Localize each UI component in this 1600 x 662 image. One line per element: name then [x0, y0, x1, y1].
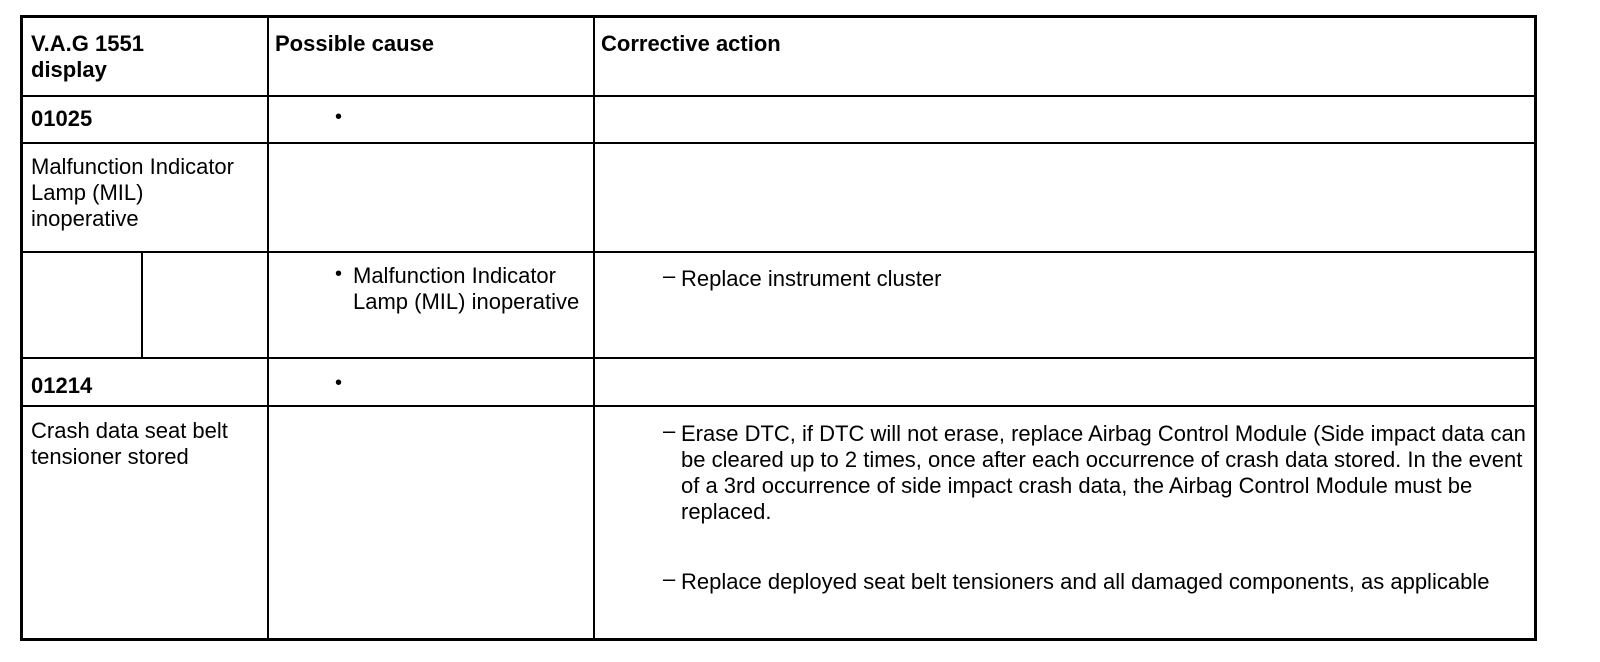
header-display: V.A.G 1551 display [31, 31, 144, 82]
possible-cause-text: Malfunction Indicator Lamp (MIL) inoperative [353, 263, 580, 314]
bullet-icon: • [335, 106, 343, 128]
row-divider [23, 251, 1534, 253]
bullet-icon: • [335, 263, 343, 285]
dtc-code-01025: 01025 [31, 106, 93, 131]
dash-icon: – [663, 566, 676, 591]
header-possible-cause: Possible cause [275, 31, 434, 56]
row-divider [23, 142, 1534, 144]
row-divider [23, 357, 1534, 359]
dtc-description: Crash data seat belt tensioner stored [31, 418, 228, 469]
dash-icon: – [663, 418, 676, 443]
dtc-code-01214: 01214 [31, 373, 93, 398]
row-divider [23, 405, 1534, 407]
dash-icon: – [663, 263, 676, 288]
corrective-action-text: Replace instrument cluster [681, 266, 942, 291]
header-corrective-action: Corrective action [601, 31, 781, 56]
diagnostic-table [20, 15, 1537, 641]
column-divider [593, 18, 595, 638]
corrective-action-text: Replace deployed seat belt tensioners and all damaged components, as applicable [681, 569, 1490, 594]
row-divider [23, 95, 1534, 97]
column-divider [267, 18, 269, 638]
dtc-description: Malfunction Indicator Lamp (MIL) inoperative [31, 154, 234, 231]
inner-column-divider [141, 251, 143, 357]
bullet-icon: • [335, 372, 343, 394]
corrective-action-text: Erase DTC, if DTC will not erase, replace Airbag Control Module (Side impact data can be cleared up to 2 times, once after each occurrence of crash data stored. In the event of a 3rd occurrence of side impact crash data, the Airbag Control Module must be replaced. [681, 421, 1526, 524]
